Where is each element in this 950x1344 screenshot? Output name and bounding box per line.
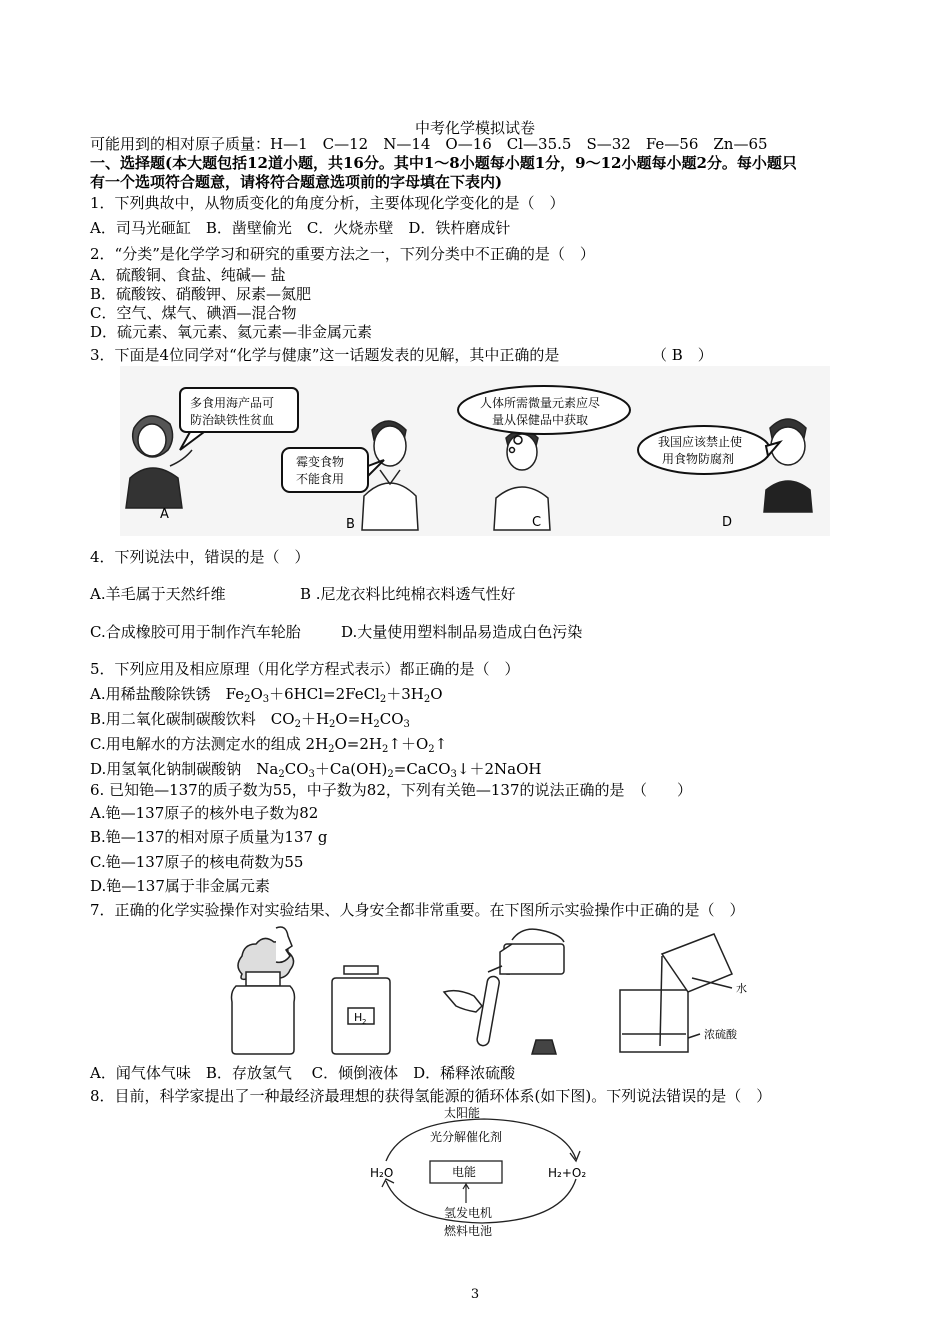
figure-label-d: D [722,515,733,530]
fuel-cell-label: 燃料电池 [444,1224,493,1238]
page-title: 中考化学模拟试卷 [414,119,535,137]
electric-energy-label: 电能 [452,1165,477,1179]
generator-label: 氢发电机 [444,1206,493,1220]
q6-option-c: C.铯—137原子的核电荷数为55 [90,853,304,871]
q7-stem: 7．正确的化学实验操作对实验结果、人身安全都非常重要。在下图所示实验操作中正确的是（ ） [90,901,745,919]
q5-option-c: C.用电解水的方法测定水的组成 $2H_2O=2H_2↑+O_2↑$ [90,735,448,755]
q4-stem: 4．下列说法中，错误的是（ ） [90,548,310,566]
product-formula: H₂+O₂ [548,1166,587,1180]
q6-option-b: B.铯—137的相对原子质量为137 g [90,828,328,846]
q2-option-b: B．硫酸铵、硝酸钾、尿素—氮肥 [90,285,312,303]
q2-stem: 2．“分类”是化学学习和研究的重要方法之一，下列分类中不正确的是（ ） [90,245,595,263]
catalyst-label: 光分解催化剂 [430,1130,503,1144]
q6-stem: 6. 已知铯—137的质子数为55，中子数为82，下列有关铯—137的说法正确的是 （ ） [90,781,693,799]
q5-option-b: B.用二氧化碳制碳酸饮料 $CO_2+H_2O=H_2CO_3$ [90,710,410,730]
page-number: 3 [470,1287,480,1302]
water-formula: H₂O [370,1166,394,1180]
speech-bubble-b [282,448,384,492]
q6-option-a: A.铯—137原子的核外电子数为82 [90,804,319,822]
q8-hydrogen-cycle-diagram [362,1105,602,1255]
q3-health-figure [120,366,830,536]
sun-energy-label: 太阳能 [444,1106,481,1120]
hydrogen-bottle-illustration [332,966,390,1054]
q4-option-c: C.合成橡胶可用于制作汽车轮胎 [90,623,301,641]
q2-option-d: D．硫元素、氧元素、氦元素—非金属元素 [90,323,373,341]
q4-option-d: D.大量使用塑料制品易造成白色污染 [341,623,583,641]
acid-label: 浓硫酸 [704,1028,737,1041]
section-heading-line2: 有一个选项符合题意，请将符合题意选项前的字母填在下表内) [90,173,503,191]
bubble-c-line2: 量从保健品中获取 [492,413,589,427]
q3-stem: 3．下面是4位同学对“化学与健康”这一话题发表的见解，其中正确的是 [90,346,560,364]
water-label: 水 [736,982,747,995]
q7-options: A．闻气体气味 B．存放氢气 C．倾倒液体 D．稀释浓硫酸 [90,1064,516,1082]
bubble-a-line1: 多食用海产品可 [190,396,275,410]
figure-label-c: C [532,515,542,530]
q6-option-d: D.铯—137属于非金属元素 [90,877,270,895]
q8-stem: 8．目前，科学家提出了一种最经济最理想的获得氢能源的循环体系(如下图)。下列说法错误的是（ ） [90,1087,772,1105]
figure-label-a: A [160,507,169,522]
q1-options: A．司马光砸缸 B．凿壁偷光 C．火烧赤壁 D．铁杵磨成针 [90,219,511,237]
q5-option-a: A.用稀盐酸除铁锈 $Fe_2O_3+6HCl=2FeCl_2+3H_2O$ [90,685,443,705]
bubble-b-line2: 不能食用 [296,472,345,486]
bubble-d-line1: 我国应该禁止使 [658,435,743,449]
atomic-masses: 可能用到的相对原子质量：H—1 C—12 N—14 O—16 Cl—35.5 S—32 Fe—56 Zn—65 [90,135,768,153]
bottle-label: H [354,1011,363,1024]
q5-stem: 5．下列应用及相应原理（用化学方程式表示）都正确的是（ ） [90,660,520,678]
dilute-acid-illustration [620,934,747,1052]
q4-option-a: A.羊毛属于天然纤维 [90,585,226,603]
q3-answer: （ B ） [652,346,713,364]
bubble-d-line2: 用食物防腐剂 [662,452,735,466]
q4-option-b: B .尼龙衣料比纯棉衣料透气性好 [300,585,516,603]
q7-lab-operations-figure [212,922,772,1057]
q2-option-a: A．硫酸铜、食盐、纯碱— 盐 [90,266,286,284]
q5-option-d: D.用氢氧化钠制碳酸钠 $Na_2CO_3+Ca(OH)_2=CaCO_3↓+2NaOH$ [90,760,542,780]
q1-stem: 1．下列典故中，从物质变化的角度分析，主要体现化学变化的是（ ） [90,194,565,212]
pouring-liquid-illustration [444,929,564,1054]
q2-option-c: C．空气、煤气、碘酒—混合物 [90,304,297,322]
svg-text:2: 2 [362,1018,367,1026]
bubble-b-line1: 霉变食物 [296,455,345,469]
bubble-c-line1: 人体所需微量元素应尽 [480,396,601,410]
bubble-a-line2: 防治缺铁性贫血 [190,413,275,427]
figure-label-b: B [346,517,355,532]
smell-gas-illustration [232,927,295,1054]
section-heading-line1: 一、选择题(本大题包括12道小题，共16分。其中1～8小题每小题1分，9～12小题每小题2分。每小题只 [90,154,797,172]
